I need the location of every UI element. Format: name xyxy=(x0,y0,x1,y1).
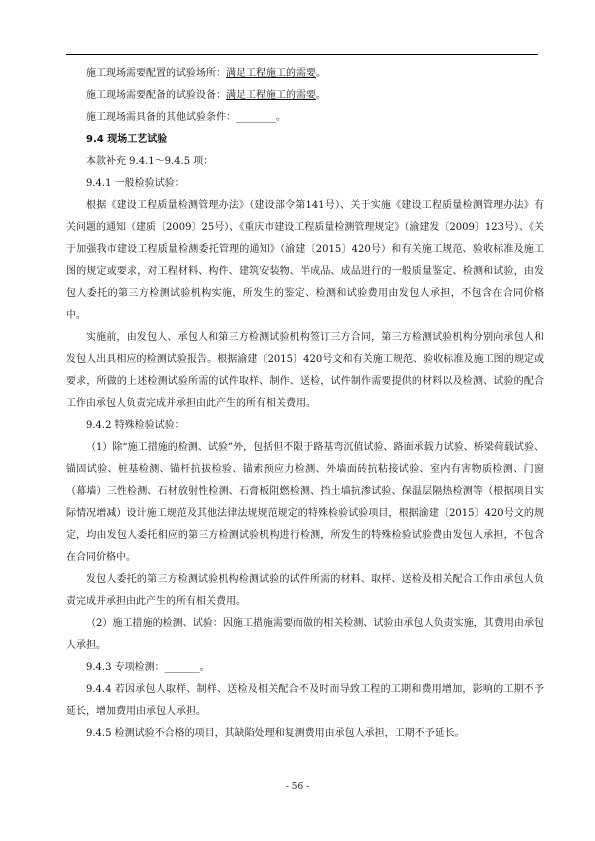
item-941-title: 9.4.1 一般检验试验： xyxy=(86,178,185,189)
test-site-line xyxy=(66,63,544,85)
item-942-title: 9.4.2 特殊检验试验： xyxy=(86,420,185,431)
item-941-body-2: 实施前，由发包人、承包人和第三方检测试验机构签订三方合同，第三方检测试验机构分别向承包人和发包人出具相应的检测试验报告。根据渝建〔2015〕420号文和有关施工规范、验收标准及施工图的规定或要求，所做的上述检测试验所需的试件取样、制作、送检，试件制作需要提供的材料以及检测、试验的配合工作由承包人负责完成并承担由此产生的所有相关费用。 xyxy=(66,332,544,409)
test-equipment-line xyxy=(66,85,544,107)
test-equipment-value: 满足工程施工的需要 xyxy=(226,90,316,101)
item-942-body-1: （1）除“施工措施的检测、试验”外，包括但不限于路基弯沉值试验、路面承载力试验、桥梁荷载试验、锚固试验、桩基检测、锚杆抗拔检验、锚索预应力检测、外墙面砖抗粘接试验、室内有害物质检测、门窗（幕墙）三性检测、石材放射性检测、石膏板阻燃检测、挡土墙抗渗试验、保温层隔热检测等（根据项目实际情况增减）设计施工规范及其他法律法规规范规定的特殊检验试验项目，根据渝建〔2015〕420号文的规定，均由发包人委托相应的第三方检测试验机构进行检测，所发生的特殊检验试验费由发包人承担，不包含在合同价格中。 xyxy=(66,442,544,563)
test-site-value: 满足工程施工的需要 xyxy=(226,68,316,79)
document-body xyxy=(66,63,544,745)
header-rule xyxy=(66,54,538,55)
test-equipment-label: 施工现场需要配备的试验设备： xyxy=(86,90,226,101)
test-equipment-period: 。 xyxy=(316,90,326,101)
item-942-body-3: （2）施工措施的检测、试验：因施工措施需要而做的相关检测、试验由承包人负责实施，其费用由承包人承担。 xyxy=(66,618,544,651)
item-942-body-2: 发包人委托的第三方检测试验机构检测试验的试件所需的材料、取样、送检及相关配合工作由承包人负责完成并承担由此产生的所有相关费用。 xyxy=(66,574,544,607)
section-intro: 本款补充 9.4.1～9.4.5 项： xyxy=(86,156,214,167)
item-945: 9.4.5 检测试验不合格的项目，其缺陷处理和复测费用由承包人承担，工期不予延长。 xyxy=(86,728,465,739)
test-site-period: 。 xyxy=(316,68,326,79)
test-site-label: 施工现场需要配置的试验场所： xyxy=(86,68,226,79)
item-943: 9.4.3 专项检测：_______。 xyxy=(86,662,210,673)
item-941-body: 根据《建设工程质量检测管理办法》（建设部令第141号）、关于实施《建设工程质量检测管理办法》有关问题的通知（建质〔2009〕25号）、《重庆市建设工程质量检测管理规定》（渝建发〔2009〕123号）、《关于加强我市建设工程质量检测委托管理的通知》（渝建〔2015〕420号）和有关施工规范、验收标准及施工图的规定或要求，对工程材料、构件、建筑安装物、半成品、成品进行的一般质量鉴定、检测和试验，由发包人委托的第三方检测试验机构实施，所发生的鉴定、检测和试验费用由发包人承担，不包含在合同价格中。 xyxy=(66,200,544,321)
item-944: 9.4.4 若因承包人取样、制样、送检及相关配合不及时而导致工程的工期和费用增加，影响的工期不予延长，增加费用由承包人承担。 xyxy=(66,684,544,717)
section-heading: 9.4 现场工艺试验 xyxy=(86,134,168,145)
other-conditions-line: 施工现场需具备的其他试验条件：________。 xyxy=(86,112,286,123)
page-number: - 56 - xyxy=(285,782,310,792)
